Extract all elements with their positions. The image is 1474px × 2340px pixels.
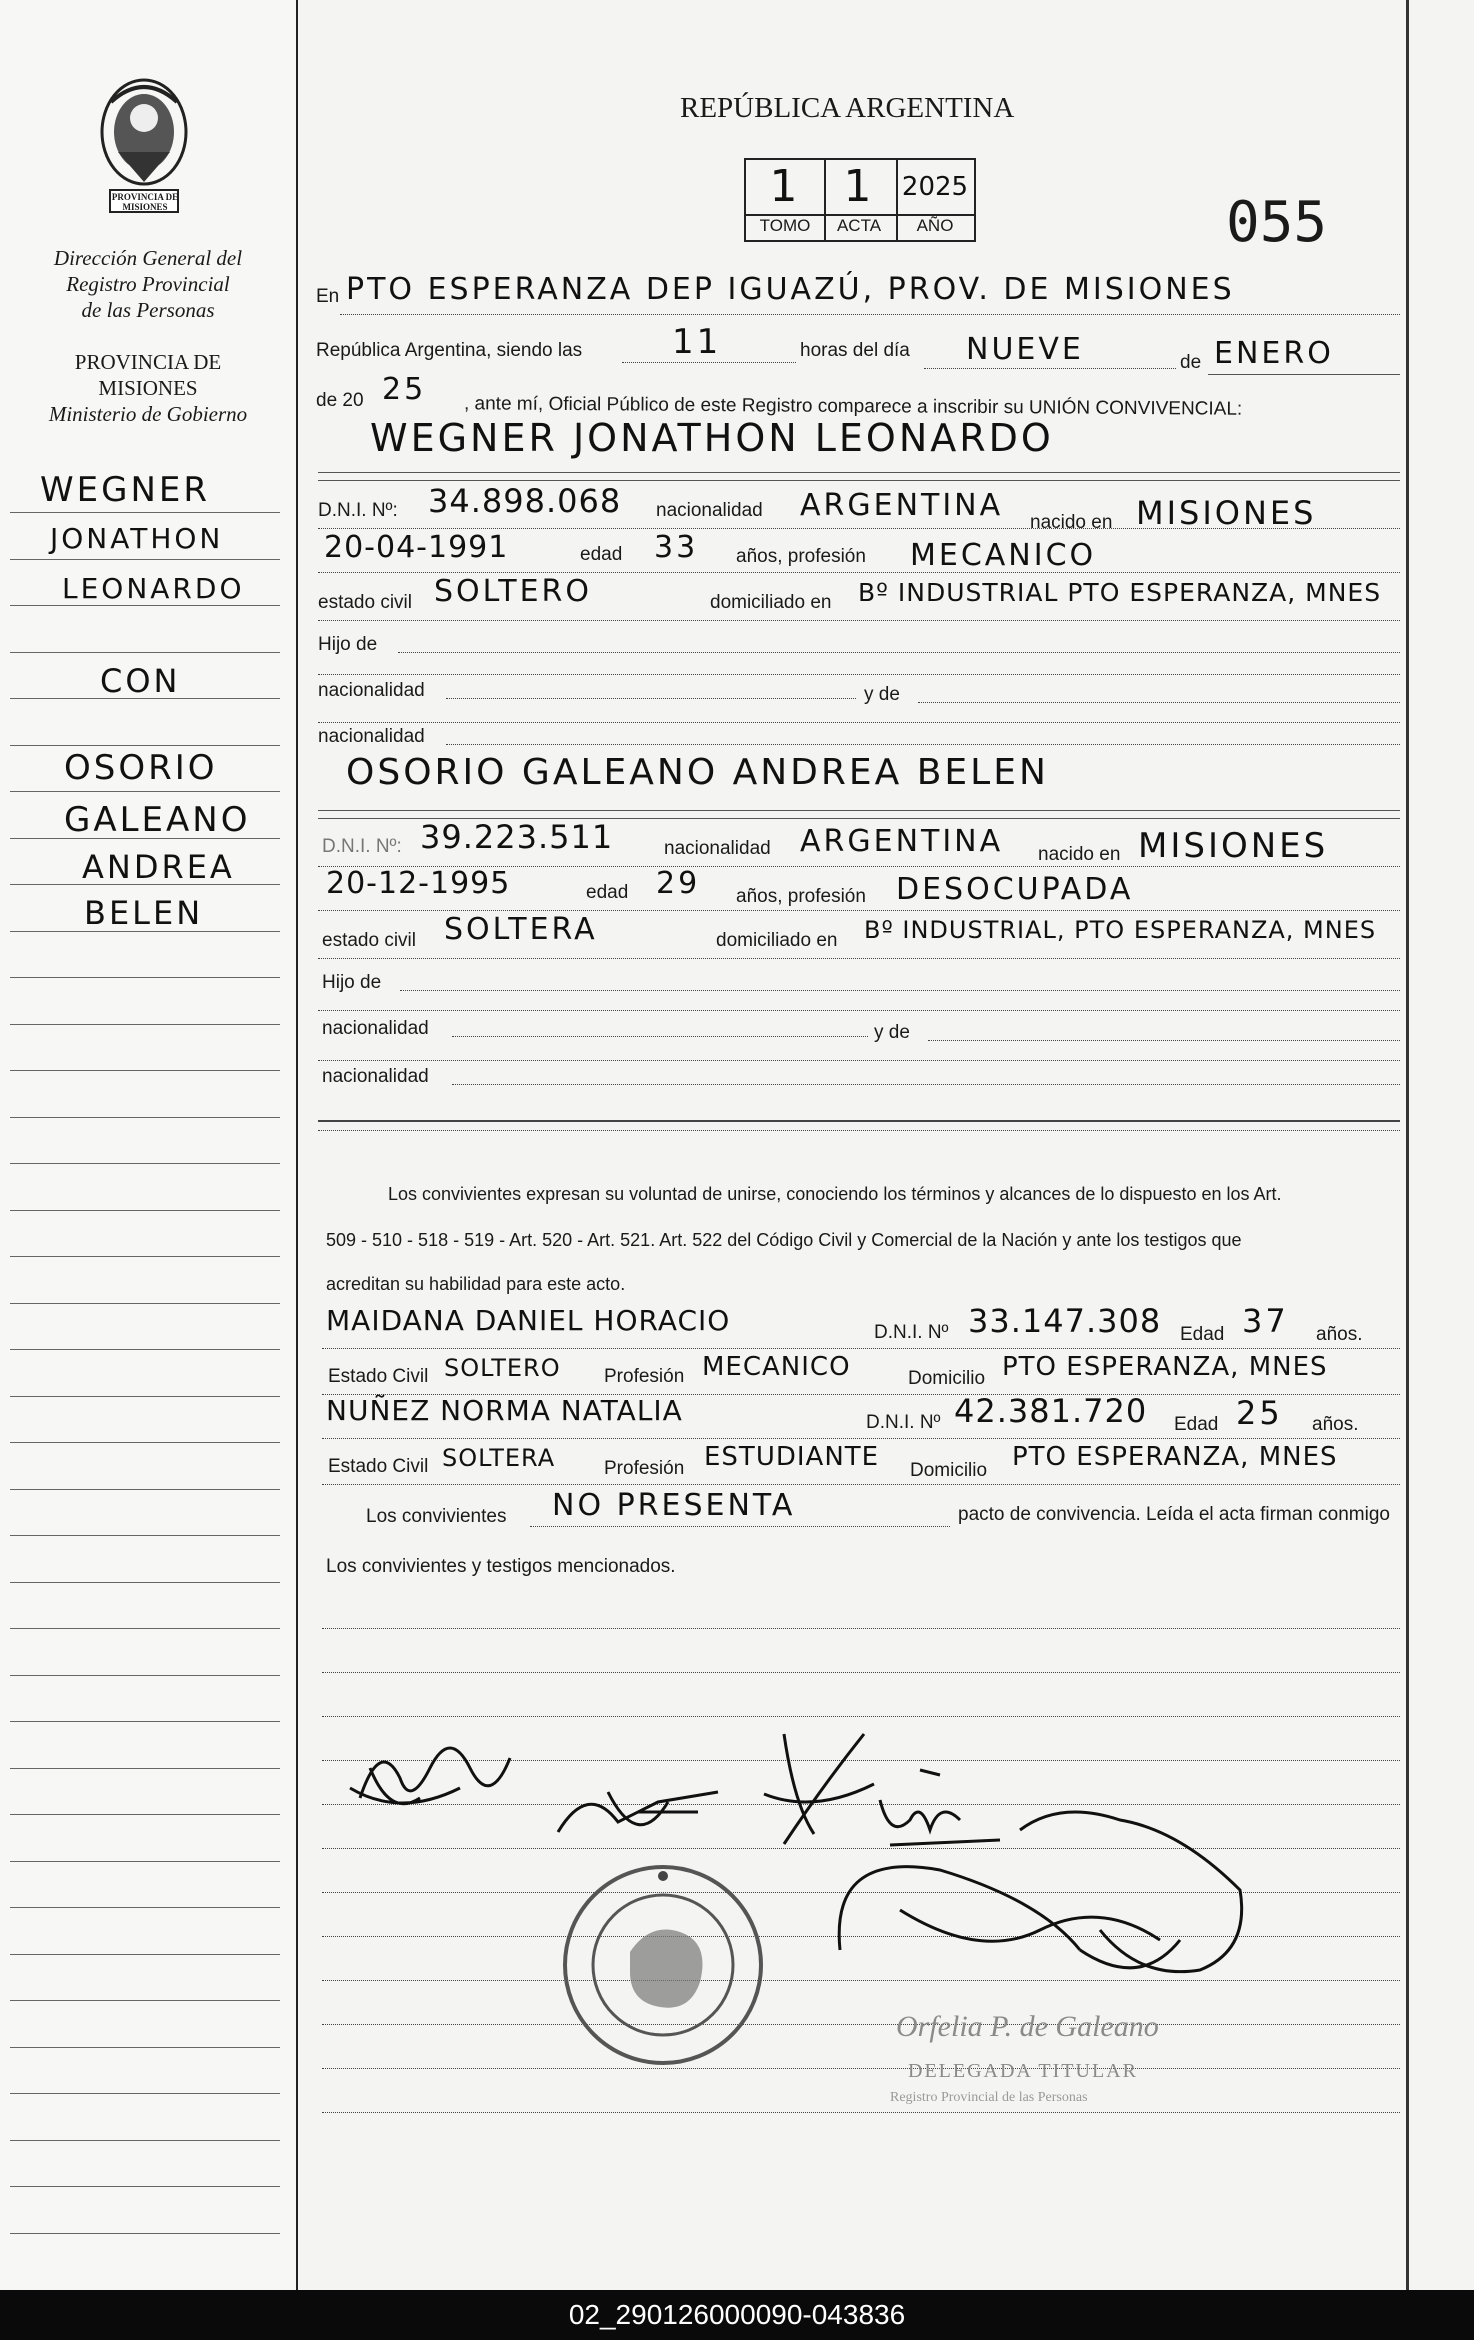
- margin-rule: [10, 1303, 280, 1304]
- year-suffix: 25: [382, 372, 427, 407]
- pacto-line: [530, 1526, 950, 1527]
- person2-nac2-line: [452, 1084, 1400, 1085]
- person2-y-de-line: [928, 1040, 1400, 1041]
- hour-value: 11: [672, 322, 722, 362]
- person2-nac2-label: nacionalidad: [322, 1066, 429, 1087]
- person1-hijo-line-2: [318, 674, 1400, 675]
- person2-nac-label: nacionalidad: [664, 838, 771, 859]
- margin-name-5: OSORIO: [64, 748, 218, 788]
- person2-hijo-line: [400, 990, 1400, 991]
- person2-nacido-label: nacido en: [1038, 844, 1121, 865]
- margin-rule: [10, 2093, 280, 2094]
- stamp-title: DELEGADA TITULAR: [908, 2060, 1138, 2082]
- margin-rule: [10, 1489, 280, 1490]
- person2-profession: DESOCUPADA: [896, 872, 1134, 907]
- siendo-label: República Argentina, siendo las: [316, 340, 583, 361]
- province-line-2: MISIONES: [98, 376, 198, 400]
- person1-hijo-line: [398, 652, 1400, 653]
- person2-nationality: ARGENTINA: [800, 824, 1004, 859]
- person1-y-de-line: [918, 702, 1400, 703]
- witness1-anos-label: años.: [1316, 1324, 1363, 1345]
- margin-rule: [10, 1163, 280, 1164]
- person2-nac1-line: [452, 1036, 868, 1037]
- person2-name-line: [318, 810, 1400, 811]
- witness1-name: MAIDANA DANIEL HORACIO: [326, 1304, 731, 1337]
- witness2-profession: ESTUDIANTE: [704, 1442, 880, 1472]
- pacto-prefix: Los convivientes: [366, 1506, 507, 1527]
- day-line: [924, 368, 1176, 369]
- agency-line-2: Registro Provincial: [66, 272, 230, 296]
- margin-rule: [10, 838, 280, 839]
- de-label: de: [1180, 352, 1202, 373]
- person1-nac2-label: nacionalidad: [318, 726, 425, 747]
- margin-name-7: ANDREA: [82, 848, 235, 886]
- person1-dni-label: D.N.I. Nº:: [318, 500, 398, 521]
- margin-rule: [10, 1628, 280, 1629]
- signature-rule: [322, 2112, 1400, 2113]
- person2-dni: 39.223.511: [420, 818, 614, 856]
- margin-rule: [10, 605, 280, 606]
- closing-line-2: Los convivientes y testigos mencionados.: [326, 1556, 676, 1577]
- agency-line-1: Dirección General del: [53, 246, 243, 270]
- official-seal-icon: [560, 1862, 766, 2068]
- place-value: PTO ESPERANZA DEP IGUAZÚ, PROV. DE MISIONES: [346, 272, 1235, 307]
- signature-rule: [322, 1628, 1400, 1629]
- month-line: [1208, 374, 1400, 375]
- witness2-dni-label: D.N.I. Nº: [866, 1412, 941, 1433]
- signature-5-icon: [820, 1790, 1260, 2040]
- margin-rule: [10, 884, 280, 885]
- person2-edad-label: edad: [586, 882, 629, 903]
- page-number: 055: [1226, 190, 1328, 255]
- person1-name-line: [318, 472, 1400, 473]
- margin-divider: [296, 0, 298, 2290]
- margin-rule: [10, 2047, 280, 2048]
- person1-nac1-label: nacionalidad: [318, 680, 425, 701]
- place-line: [340, 314, 1400, 315]
- witness1-line: [322, 1348, 1400, 1349]
- witness1-dni-label: D.N.I. Nº: [874, 1322, 949, 1343]
- hour-line: [622, 362, 796, 363]
- witness2-name: NUÑEZ NORMA NATALIA: [326, 1394, 683, 1427]
- tomo-label: TOMO: [744, 212, 826, 242]
- person2-birth-line: [318, 910, 1400, 911]
- person1-nationality: ARGENTINA: [800, 488, 1004, 523]
- person2-prof-label: años, profesión: [736, 886, 866, 907]
- witness2-line: [322, 1438, 1400, 1439]
- signature-rule: [322, 2068, 1400, 2069]
- margin-rule: [10, 1954, 280, 1955]
- person1-nac-line-2: [318, 722, 1400, 723]
- margin-rule: [10, 512, 280, 513]
- scan-footer-code: 02_290126000090-043836: [0, 2290, 1474, 2340]
- margin-rule: [10, 1396, 280, 1397]
- margin-rule: [10, 1582, 280, 1583]
- person1-nac-label: nacionalidad: [656, 500, 763, 521]
- person2-full-name: OSORIO GALEANO ANDREA BELEN: [346, 752, 1049, 793]
- margin-rule: [10, 1349, 280, 1350]
- person2-y-de-label: y de: [874, 1022, 910, 1043]
- margin-rule: [10, 559, 280, 560]
- margin-name-3: LEONARDO: [62, 572, 245, 605]
- margin-rule: [10, 791, 280, 792]
- margin-name-1: WEGNER: [40, 470, 210, 510]
- country-title: REPÚBLICA ARGENTINA: [680, 92, 1015, 124]
- person1-civil-status: SOLTERO: [434, 574, 592, 609]
- person2-hijo-line-2: [318, 1010, 1400, 1011]
- legal-line-2: 509 - 510 - 518 - 519 - Art. 520 - Art. 521. Art. 522 del Código Civil y Comercial de la Nación y ante los testigos que: [326, 1230, 1242, 1250]
- witness2-address: PTO ESPERANZA, MNES: [1012, 1442, 1338, 1472]
- witness2-age: 25: [1236, 1394, 1283, 1432]
- pacto-suffix: pacto de convivencia. Leída el acta firman conmigo: [958, 1504, 1390, 1525]
- person1-address: Bº INDUSTRIAL PTO ESPERANZA, MNES: [858, 578, 1382, 607]
- person2-dni-label: D.N.I. Nº:: [322, 836, 402, 857]
- horas-label: horas del día: [800, 340, 910, 361]
- witness1-edad-label: Edad: [1180, 1324, 1225, 1345]
- margin-rule: [10, 2186, 280, 2187]
- day-value: NUEVE: [966, 332, 1084, 367]
- province-line-1: PROVINCIA DE: [74, 350, 222, 374]
- person1-prof-label: años, profesión: [736, 546, 866, 567]
- signature-rule: [322, 1672, 1400, 1673]
- agency-line-3: de las Personas: [81, 298, 215, 322]
- person1-hijo-label: Hijo de: [318, 634, 378, 655]
- margin-name-4: CON: [100, 662, 181, 700]
- person1-age: 33: [654, 530, 699, 565]
- margin-rule: [10, 1721, 280, 1722]
- margin-rule: [10, 745, 280, 746]
- person1-edad-label: edad: [580, 544, 623, 565]
- margin-rule: [10, 652, 280, 653]
- person2-nac-line-2: [318, 1060, 1400, 1061]
- seal-text: PROVINCIA DE MISIONES: [111, 192, 179, 212]
- witness1-civil-status: SOLTERO: [444, 1354, 561, 1382]
- stamp-agency: Registro Provincial de las Personas: [890, 2090, 1088, 2105]
- margin-name-2: JONATHON: [50, 522, 224, 555]
- margin-rule: [10, 1024, 280, 1025]
- person1-birthplace: MISIONES: [1136, 494, 1317, 532]
- margin-rule: [10, 931, 280, 932]
- person1-nacido-label: nacido en: [1030, 512, 1113, 533]
- witness1-age: 37: [1242, 1302, 1289, 1340]
- person1-nac1-line: [446, 698, 856, 699]
- person2-hijo-label: Hijo de: [322, 972, 382, 993]
- person2-nac1-label: nacionalidad: [322, 1018, 429, 1039]
- person2-birthplace: MISIONES: [1138, 826, 1329, 866]
- person1-dni-line: [318, 528, 1400, 529]
- witness2-anos-label: años.: [1312, 1414, 1359, 1435]
- witness1-address: PTO ESPERANZA, MNES: [1002, 1352, 1328, 1382]
- margin-rule: [10, 1675, 280, 1676]
- margin-rule: [10, 1256, 280, 1257]
- person1-birth-line: [318, 572, 1400, 573]
- margin-rule: [10, 1768, 280, 1769]
- en-label: En: [316, 286, 340, 307]
- acta-label: ACTA: [822, 212, 898, 242]
- person1-profession: MECANICO: [910, 538, 1097, 573]
- margin-rule: [10, 1442, 280, 1443]
- person2-dom-label: domiciliado en: [716, 930, 838, 951]
- page-edge: [1406, 0, 1409, 2290]
- signature-2-icon: [548, 1762, 728, 1852]
- pacto-value: NO PRESENTA: [552, 1488, 796, 1523]
- person1-dom-label: domiciliado en: [710, 592, 832, 613]
- margin-rule: [10, 2000, 280, 2001]
- person1-y-de-label: y de: [864, 684, 900, 705]
- margin-rule: [10, 1070, 280, 1071]
- witness2-dom-label: Domicilio: [910, 1460, 988, 1481]
- tomo-value: 1: [744, 158, 826, 216]
- legal-line-3: acreditan su habilidad para este acto.: [326, 1274, 626, 1294]
- month-value: ENERO: [1214, 336, 1334, 371]
- signature-rule: [322, 1716, 1400, 1717]
- witness2-civil-status: SOLTERA: [442, 1444, 556, 1472]
- margin-rule: [10, 1535, 280, 1536]
- statement: , ante mí, Oficial Público de este Registro comparece a inscribir su UNIÓN CONVIVENCIAL:: [463, 393, 1243, 420]
- margin-rule: [10, 1861, 280, 1862]
- witness2-prof-label: Profesión: [604, 1458, 685, 1479]
- margin-rule: [10, 2140, 280, 2141]
- margin-name-8: BELEN: [84, 894, 204, 932]
- person2-civil-label: estado civil: [322, 930, 416, 951]
- witness2-edad-label: Edad: [1174, 1414, 1219, 1435]
- witness1-prof-label: Profesión: [604, 1366, 685, 1387]
- margin-rule: [10, 1117, 280, 1118]
- acta-value: 1: [822, 158, 898, 216]
- witness2-civil-label: Estado Civil: [328, 1456, 429, 1477]
- margin-rule: [10, 977, 280, 978]
- stamp-name: Orfelia P. de Galeano: [896, 2010, 1159, 2043]
- witness2-line-2: [322, 1484, 1400, 1485]
- signature-1-icon: [340, 1728, 520, 1828]
- witness2-dni: 42.381.720: [954, 1392, 1148, 1430]
- person2-age: 29: [656, 866, 701, 901]
- person2-end-line: [318, 1120, 1400, 1122]
- person2-civil-status: SOLTERA: [444, 912, 598, 947]
- witness1-dni: 33.147.308: [968, 1302, 1162, 1340]
- witness1-profession: MECANICO: [702, 1352, 851, 1382]
- legal-line-1: Los convivientes expresan su voluntad de unirse, conociendo los términos y alcances de lo dispuesto en los Art.: [388, 1184, 1282, 1204]
- ministry: Ministerio de Gobierno: [48, 402, 248, 426]
- person1-name-line-2: [318, 480, 1400, 481]
- person1-nac2-line: [446, 744, 1400, 745]
- margin-name-6: GALEANO: [64, 800, 251, 840]
- person1-birthdate: 20-04-1991: [324, 530, 509, 565]
- person1-civil-line: [318, 620, 1400, 621]
- ano-label: AÑO: [896, 212, 976, 242]
- margin-rule: [10, 1210, 280, 1211]
- margin-rule: [10, 1814, 280, 1815]
- person2-end-line-2: [318, 1130, 1400, 1131]
- year-prefix: de 20: [316, 390, 364, 411]
- ano-value: 2025: [896, 158, 976, 216]
- witness1-dom-label: Domicilio: [908, 1368, 986, 1389]
- margin-rule: [10, 1907, 280, 1908]
- person2-birthdate: 20-12-1995: [326, 866, 511, 901]
- margin-rule: [10, 698, 280, 699]
- margin-rule: [10, 2233, 280, 2234]
- person1-civil-label: estado civil: [318, 592, 412, 613]
- person1-full-name: WEGNER JONATHON LEONARDO: [370, 416, 1054, 460]
- person2-address: Bº INDUSTRIAL, PTO ESPERANZA, MNES: [864, 916, 1377, 944]
- person2-civil-line: [318, 958, 1400, 959]
- person1-dni: 34.898.068: [428, 482, 622, 520]
- witness1-civil-label: Estado Civil: [328, 1366, 429, 1387]
- left-margin-column: [0, 0, 296, 2290]
